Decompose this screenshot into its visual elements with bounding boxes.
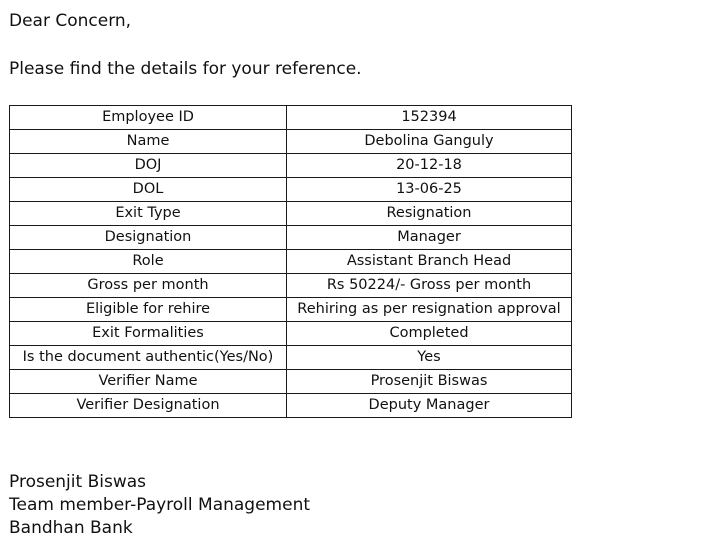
employee-details-body <box>10 106 572 418</box>
row-label: Exit Type <box>10 202 287 226</box>
row-label: Verifier Designation <box>10 394 287 418</box>
row-label: Employee ID <box>10 106 287 130</box>
table-row <box>10 274 572 298</box>
row-label: Gross per month <box>10 274 287 298</box>
row-label: Exit Formalities <box>10 322 287 346</box>
row-value: 20-12-18 <box>287 154 572 178</box>
row-value: Resignation <box>287 202 572 226</box>
row-label: Is the document authentic(Yes/No) <box>10 346 287 370</box>
table-row <box>10 370 572 394</box>
greeting-text: Dear Concern, <box>9 11 132 31</box>
table-row <box>10 226 572 250</box>
row-label: Eligible for rehire <box>10 298 287 322</box>
table-row <box>10 154 572 178</box>
row-label: Role <box>10 250 287 274</box>
row-value: Prosenjit Biswas <box>287 370 572 394</box>
signature-organization: Bandhan Bank <box>9 518 133 538</box>
table-row <box>10 346 572 370</box>
table-row <box>10 178 572 202</box>
table-row <box>10 106 572 130</box>
signature-role: Team member-Payroll Management <box>9 495 311 515</box>
table-row <box>10 202 572 226</box>
intro-text: Please find the details for your reference. <box>9 59 362 79</box>
row-value: Completed <box>287 322 572 346</box>
table-row <box>10 250 572 274</box>
row-value: Yes <box>287 346 572 370</box>
row-label: Designation <box>10 226 287 250</box>
row-label: DOL <box>10 178 287 202</box>
table-row <box>10 298 572 322</box>
row-label: Verifier Name <box>10 370 287 394</box>
row-value: Manager <box>287 226 572 250</box>
signature-name: Prosenjit Biswas <box>9 472 146 492</box>
employee-details-table <box>9 105 572 418</box>
row-value: Rehiring as per resignation approval <box>287 298 572 322</box>
row-value: Debolina Ganguly <box>287 130 572 154</box>
row-value: Rs 50224/- Gross per month <box>287 274 572 298</box>
row-label: DOJ <box>10 154 287 178</box>
row-value: 13-06-25 <box>287 178 572 202</box>
row-label: Name <box>10 130 287 154</box>
row-value: 152394 <box>287 106 572 130</box>
row-value: Assistant Branch Head <box>287 250 572 274</box>
row-value: Deputy Manager <box>287 394 572 418</box>
table-row <box>10 394 572 418</box>
table-row <box>10 322 572 346</box>
table-row <box>10 130 572 154</box>
